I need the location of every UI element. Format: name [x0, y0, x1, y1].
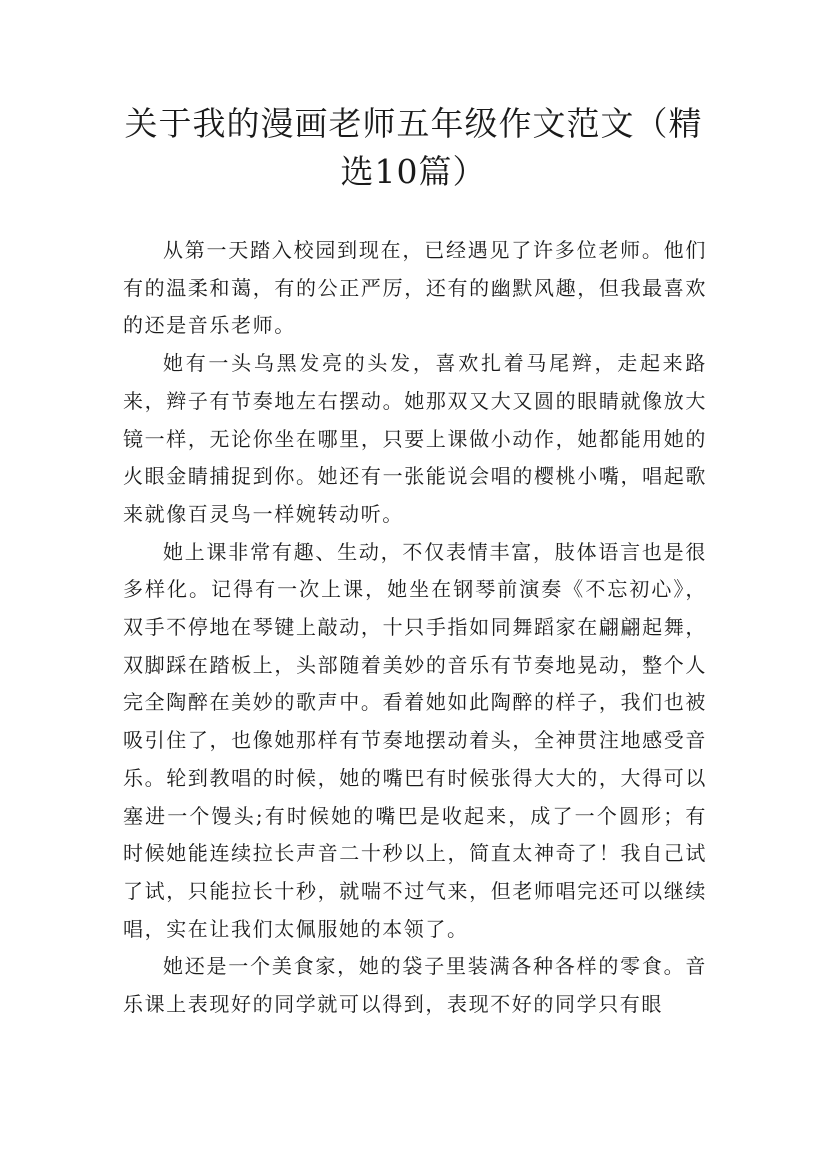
paragraph-3: 她上课非常有趣、生动，不仅表情丰富，肢体语言也是很多样化。记得有一次上课，她坐在钢琴前演奏《不忘初心》，双手不停地在琴键上敲动，十只手指如同舞蹈家在翩翩起舞，双脚踩在踏板上，头部随着美妙的音乐有节奏地晃动，整个人完全陶醉在美妙的歌声中。看着她如此陶醉的样子，我们也被吸引住了，也像她那样有节奏地摆动着头，全神贯注地感受音乐。轮到教唱的时候，她的嘴巴有时候张得大大的，大得可以塞进一个馒头;有时候她的嘴巴是收起来，成了一个圆形；有时候她能连续拉长声音二十秒以上，简直太神奇了！我自己试了试，只能拉长十秒，就喘不过气来，但老师唱完还可以继续唱，实在让我们太佩服她的本领了。 — [123, 539, 707, 941]
paragraph-1: 从第一天踏入校园到现在，已经遇见了许多位老师。他们有的温柔和蔼，有的公正严厉，还有的幽默风趣，但我最喜欢的还是音乐老师。 — [123, 238, 707, 338]
paragraph-2: 她有一头乌黑发亮的头发，喜欢扎着马尾辫，走起来路来，辫子有节奏地左右摆动。她那双又大又圆的眼睛就像放大镜一样，无论你坐在哪里，只要上课做小动作，她都能用她的火眼金睛捕捉到你。她还有一张能说会唱的樱桃小嘴，唱起歌来就像百灵鸟一样婉转动听。 — [123, 351, 707, 526]
document-body — [123, 232, 707, 1024]
paragraph-4: 她还是一个美食家，她的袋子里装满各种各样的零食。音乐课上表现好的同学就可以得到，表现不好的同学只有眼 — [123, 954, 707, 1017]
document-title: 关于我的漫画老师五年级作文范文（精选10篇） — [124, 104, 703, 191]
